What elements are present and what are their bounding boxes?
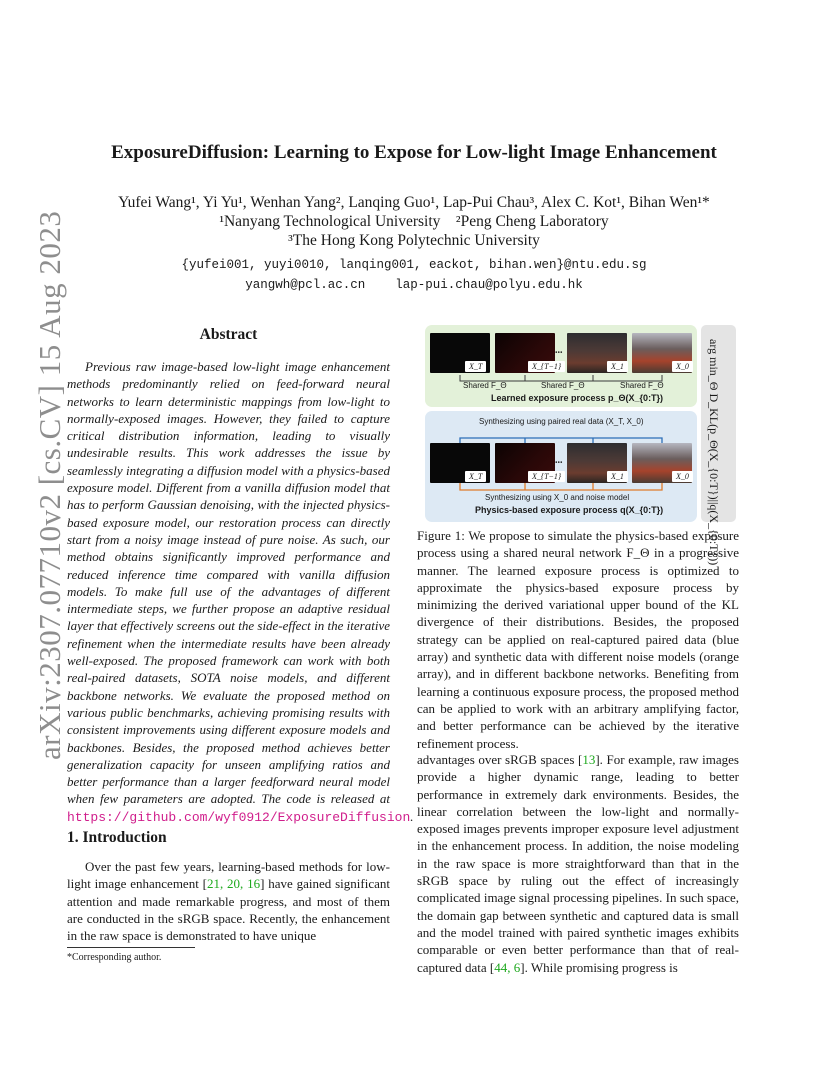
synth-noise-label: Synthesizing using X_0 and noise model — [485, 493, 630, 502]
label-x1-top: X_1 — [607, 361, 628, 372]
synth-real-label: Synthesizing using paired real data (X_T, X_0) — [479, 417, 644, 426]
ellipsis-top: ... — [555, 345, 563, 356]
abstract-heading: Abstract — [199, 326, 258, 343]
figure-1 — [425, 325, 736, 566]
intro-text-1: Over the past few years, learning-based methods for low-light image enhancement — [67, 859, 390, 892]
label-x0-bottom: X_0 — [672, 471, 693, 482]
kl-objective: arg min_Θ D_KL(p_Θ(X_{0:T})||q(X_{0:T})) — [707, 339, 721, 566]
paper-title: ExposureDiffusion: Learning to Expose for Low-light Image Enhancement — [111, 142, 717, 163]
intro-paragraph-continued: advantages over sRGB spaces [13]. For example, raw images provide a higher dynamic range, leading to better performance in extremely dark environments. Besides, the linear correlation between the low-light and normally-exposed images prevents improper exposure level adjustment in the enhancement process. In addition, the noise modeling in the raw space is more straightforward than that in the sRGB space by ruling out the effect of increasingly complicated image signal processing pipelines. In such space, the domain gap between synthetic and captured data is small and the model trained with paired synthetic images exhibits comparable or even better performance than that of real-captured data [44, 6]. While promising progress is — [417, 752, 739, 975]
label-xt1-bottom: X_{T−1} — [528, 471, 565, 482]
email-line-2: yangwh@pcl.ac.cn lap-pui.chau@polyu.edu.hk — [245, 278, 583, 292]
col2-text-3: . While promising progress is — [524, 959, 678, 975]
email-block — [0, 255, 828, 295]
label-xt-bottom: X_T — [465, 471, 486, 482]
figure-caption: Figure 1: We propose to simulate the physics-based exposure process using a shared neural network F_Θ in a progressive manner. The learned exposure process is optimized to approximate the physics-based exposure process by minimizing the derived variational upper bound of the KL divergence of their distributions. Besides, the proposed strategy can be applied on real-captured paired data (blue array) and synthetic data with different noise models (orange array), and in different backbone networks. Benefiting from learning a continuous exposure process, the proposed method can be applied to work with an arbitrary amplifying factor, and better performance can be achieved by the iterative refinement process. — [417, 528, 739, 751]
affiliation-line-2: ³The Hong Kong Polytechnic University — [288, 232, 540, 249]
ellipsis-bottom: ... — [555, 455, 563, 466]
col2-text-1: advantages over sRGB spaces — [417, 752, 575, 767]
affiliation-line-1: ¹Nanyang Technological University ²Peng Cheng Laboratory — [219, 213, 609, 230]
abstract-end: . — [410, 808, 414, 824]
citation-link[interactable]: 13 — [582, 752, 596, 767]
abstract-text: Previous raw image-based low-light image enhancement methods predominantly relied on feed-forward neural networks to learn deterministic mappings from low-light to normally-exposed images. However, they failed to capture critical distribution information, leading to visually undesirable results. This work addresses the issue by seamlessly integrating a diffusion model with a physics-based exposure model. Different from a vanilla diffusion model that has to perform Gaussian denoising, with the injected physics-based exposure model, our restoration process can directly start from a noisy image instead of pure noise. As such, our method obtains significantly improved performance and reduced inference time compared with vanilla diffusion models. To make full use of the advantages of different intermediate steps, we further propose an adaptive residual layer that effectively screens out the side-effect in the iterative refinement when the intermediate results have been already well-exposed. The proposed framework can work with both real-paired datasets, SOTA noise models, and different backbone networks. We evaluate the proposed method on various public benchmarks, achieving promising results with consistent improvements using different exposure models and backbones. Besides, the proposed method achieves better generalization capacity for unseen amplifying ratios and better performance than a larger feedforward neural model when few parameters are adopted. The code is released at — [67, 359, 390, 807]
section-heading-introduction: 1. Introduction — [67, 829, 167, 846]
label-x0-top: X_0 — [672, 361, 693, 372]
learned-process-title: Learned exposure process p_Θ(X_{0:T}) — [491, 393, 664, 403]
shared-label-1: Shared F_Θ — [463, 381, 507, 390]
shared-label-3: Shared F_Θ — [620, 381, 664, 390]
shared-label-2: Shared F_Θ — [541, 381, 585, 390]
label-xt-top: X_T — [465, 361, 486, 372]
label-x1-bottom: X_1 — [607, 471, 628, 482]
arxiv-identifier: arXiv:2307.07710v2 [cs.CV] 15 Aug 2023 — [32, 210, 67, 760]
footnote-rule — [67, 947, 195, 948]
footnote: *Corresponding author. — [67, 952, 162, 963]
author-block — [0, 193, 828, 250]
physics-process-title: Physics-based exposure process q(X_{0:T}) — [475, 505, 664, 515]
citation-link[interactable]: 44, 6 — [494, 959, 521, 975]
label-xt1-top: X_{T−1} — [528, 361, 565, 372]
intro-text-2: have gained significant attention and made remarkable progress, and most of them are conducted in the sRGB space. Recently, the enhancement in the raw space is demonstrated to have unique — [67, 876, 390, 944]
email-line-1: {yufei001, yuyi0010, lanqing001, eackot, bihan.wen}@ntu.edu.sg — [181, 258, 647, 272]
author-list: Yufei Wang¹, Yi Yu¹, Wenhan Yang², Lanqing Guo¹, Lap-Pui Chau³, Alex C. Kot¹, Bihan Wen¹* — [118, 194, 710, 211]
intro-paragraph: Over the past few years, learning-based methods for low-light image enhancement [21, 20, 16] have gained significant attention and made remarkable progress, and most of them are conducted in the sRGB space. Recently, the enhancement in the raw space is demonstrated to have unique — [67, 859, 390, 944]
abstract-body — [67, 358, 414, 826]
citation-link[interactable]: 21, 20, 16 — [206, 876, 261, 892]
code-link[interactable]: https://github.com/wyf0912/ExposureDiffusion — [67, 809, 411, 825]
col2-text-2: . For example, raw images provide a higher dynamic range, leading to better performance in extremely dark environments. Besides, the linear correlation between the low-light and normally-exposed images prevents improper exposure level adjustment in the enhancement process. In addition, the noise modeling in the raw space is more straightforward than that in the sRGB space by ruling out the effect of increasingly complicated image signal processing pipelines. In such space, the domain gap between synthetic and captured data is small and the model trained with paired synthetic images exhibits comparable or even better performance than that of real-captured data — [417, 752, 739, 975]
